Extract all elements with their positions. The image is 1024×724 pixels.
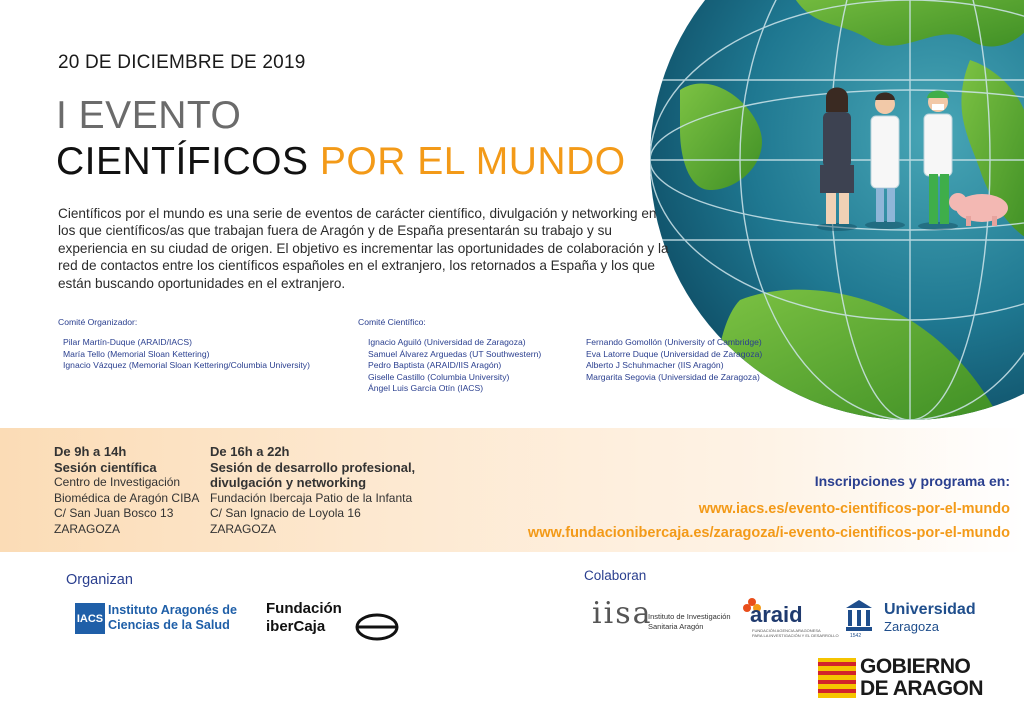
unizar-name-line: Zaragoza [884,619,939,634]
committee-member: Giselle Castillo (Columbia University) [368,371,510,382]
committee-member: Eva Latorre Duque (Universidad de Zaragoza) [586,348,763,359]
ibercaja-e-logo-icon [354,612,400,642]
session-professional [210,444,415,537]
iacs-logo-badge: IACS [75,603,105,634]
session-2-time: De 16h a 22h [210,444,290,459]
organizing-committee-list [63,337,310,372]
title-line-2 [56,140,626,184]
organizing-committee-heading: Comité Organizador: [58,317,138,327]
gobierno-aragon-logo-text [860,656,983,700]
committee-member: Fernando Gomollón (University of Cambridge) [586,337,762,347]
committee-member: Pedro Baptista (ARAID/IIS Aragón) [368,360,502,371]
registration-link-ibercaja[interactable]: www.fundacionibercaja.es/zaragoza/i-evento-cientificos-por-el-mundo [527,525,1010,541]
gobierno-name-line: GOBIERNO [860,655,971,678]
ibercaja-name-line: iberCaja [266,618,326,635]
session-2-name: Sesión de desarrollo profesional, [210,459,416,475]
title-line-1: I EVENTO [56,94,242,137]
session-1-venue: Centro de Investigación [54,475,181,489]
unizar-year: 1542 [850,633,862,639]
committee-member: María Tello (Memorial Sloan Kettering) [63,348,210,359]
ibercaja-logo-text [266,600,342,636]
gobierno-name-line: DE ARAGON [860,677,984,700]
scientific-committee-list-2 [586,337,762,383]
iacs-name-line: Instituto Aragonés de [108,603,237,617]
organizers-label: Organizan [66,572,133,588]
committee-member: Ignacio Vázquez (Memorial Sloan Kettering/Columbia University) [63,360,310,371]
registration-label: Inscripciones y programa en: [814,473,1010,489]
event-description: Científicos por el mundo es una serie de eventos de carácter científico, divulgación y networking en los que científicos/as que trabajan fuera de Aragón y de España presentarán su trabajo y su experiencia en su ciudad de origen. El objetivo es incrementar las oportunidades de colaboración y la red de contactos entre los científicos españoles en el extranjero, los retornados a España y los que están buscando oportunidades en el extranjero. [58,206,669,291]
araid-subtitle-line: FUNDACIÓN AGENCIA ARAGONESA [752,628,821,633]
title-part-2-accent: POR EL MUNDO [319,140,626,183]
collaborators-label: Colaboran [584,568,647,583]
iacs-logo-text [108,603,237,633]
committee-member: Ignacio Aguiló (Universidad de Zaragoza) [368,337,526,347]
session-1-name: Sesión científica [54,459,157,475]
araid-logo-text: araid [750,602,803,627]
session-2-address: C/ San Ignacio de Loyola 16 [210,506,361,520]
iisa-logo-text [648,612,731,632]
iisa-name-line: Sanitaria Aragón [648,622,704,631]
araid-subtitle-line: PARA LA INVESTIGACIÓN Y EL DESARROLLO [752,633,839,638]
session-2-city: ZARAGOZA [210,521,277,536]
iacs-name-line: Ciencias de la Salud [108,618,230,632]
unizar-name-line: Universidad [884,601,976,618]
unizar-building-icon [846,600,872,632]
committee-member: Ángel Luis García Otín (IACS) [368,383,484,394]
committee-member: Alberto J Schuhmacher (IIS Aragón) [586,360,724,371]
title-part-1: CIENTÍFICOS [56,140,320,183]
araid-subtitle [752,628,839,638]
registration-block [528,473,1010,541]
ibercaja-name-line: Fundación [266,600,342,617]
session-1-time: De 9h a 14h [54,444,127,459]
session-1-venue: Biomédica de Aragón CIBA [54,490,200,505]
session-1-city: ZARAGOZA [54,521,121,536]
session-1-address: C/ San Juan Bosco 13 [54,506,174,520]
iisa-name-line: Instituto de Investigación [648,612,731,621]
event-date: 20 DE DICIEMBRE DE 2019 [58,52,306,73]
committee-member: Pilar Martín-Duque (ARAID/IACS) [63,337,192,347]
committee-member: Margarita Segovia (Universidad de Zaragoza) [586,371,760,382]
registration-link-iacs[interactable]: www.iacs.es/evento-cientificos-por-el-mundo [698,501,1010,517]
session-2-name: divulgación y networking [210,475,367,490]
session-2-venue: Fundación Ibercaja Patio de la Infanta [210,490,413,505]
gobierno-aragon-flag-icon [818,658,856,698]
scientific-committee-heading: Comité Científico: [358,317,426,327]
iisa-logo-mark: iisa [592,596,653,631]
committee-member: Samuel Álvarez Arguedas (UT Southwestern) [368,348,542,359]
unizar-logo-text [884,601,976,635]
session-scientific [54,444,199,537]
scientific-committee-list-1 [368,337,541,395]
